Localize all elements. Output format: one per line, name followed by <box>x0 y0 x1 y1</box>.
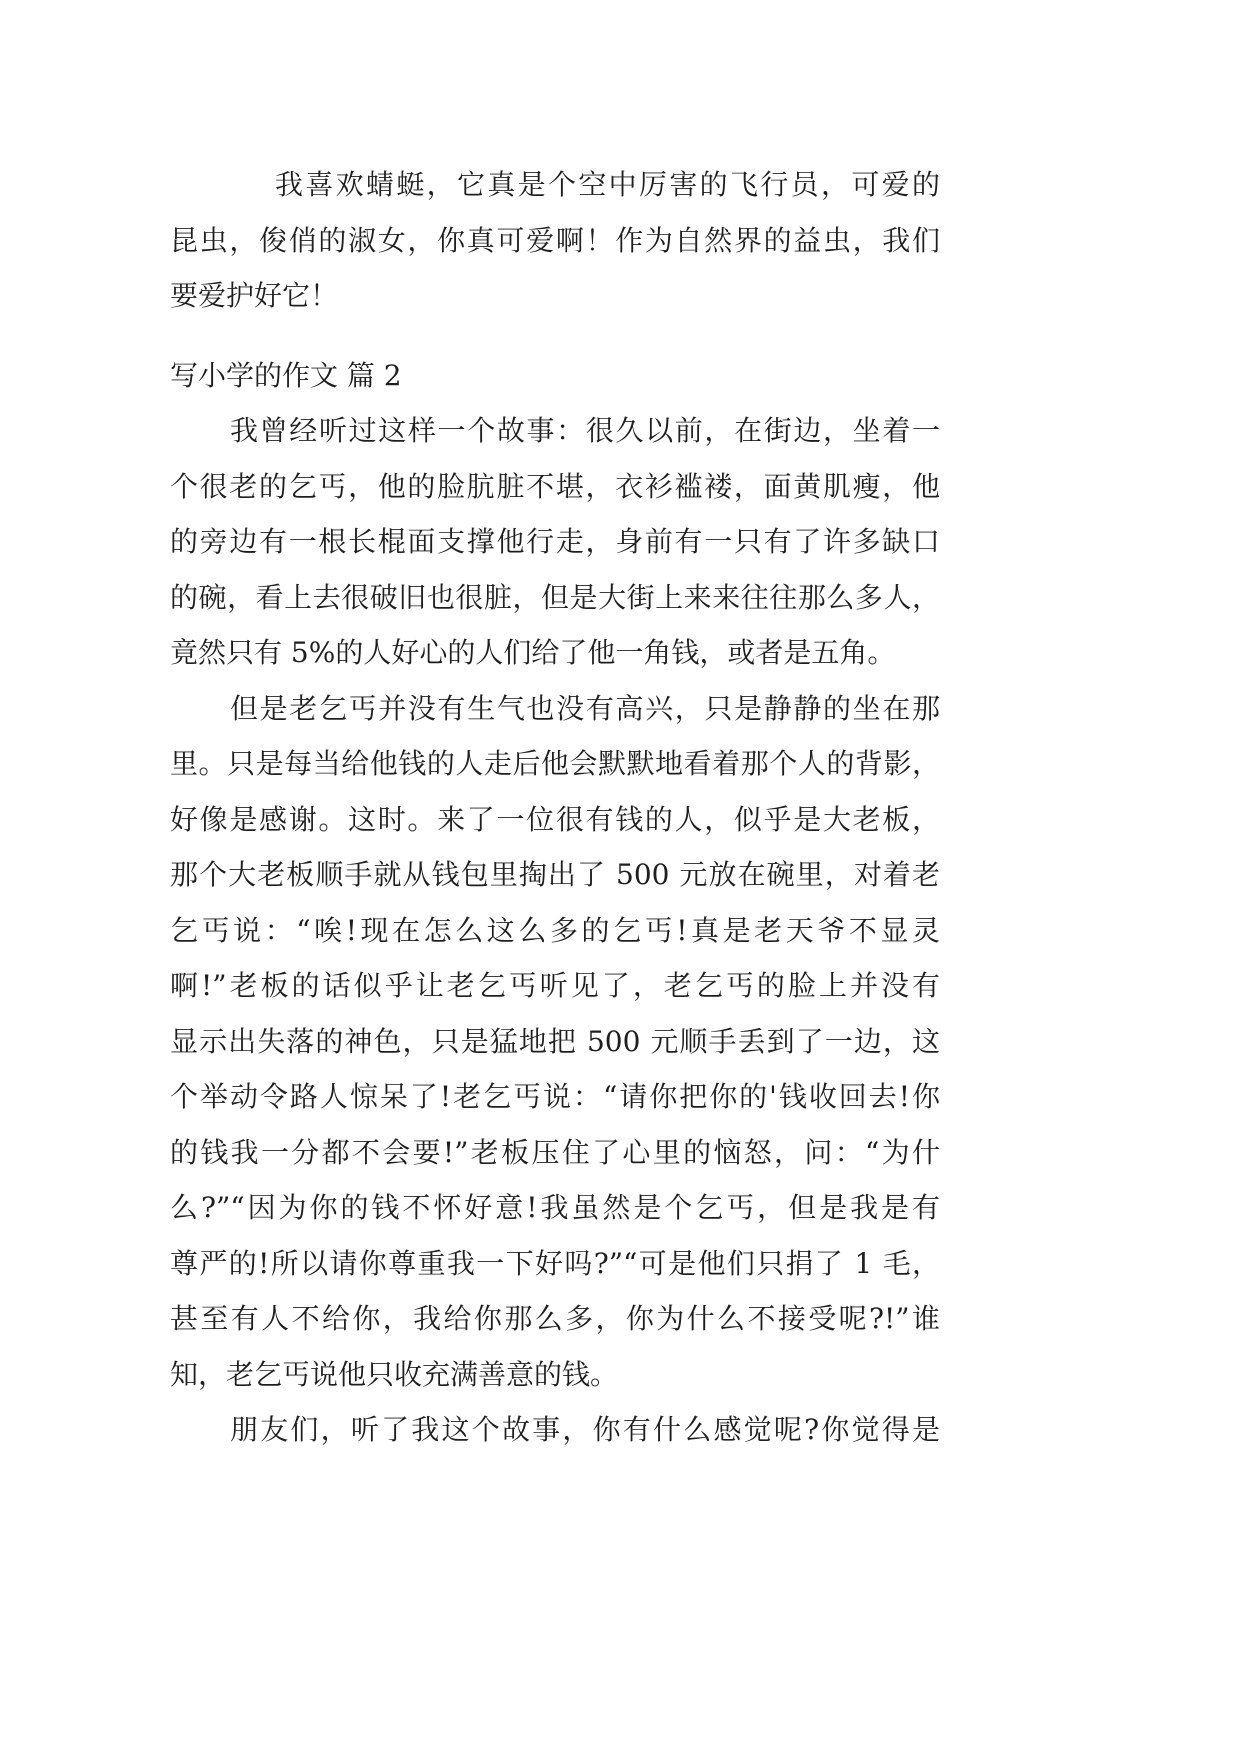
paragraph-4 <box>170 1402 940 1458</box>
paragraph-line: 尊严的!所以请你尊重我一下好吗?”“可是他们只捐了 1 毛， <box>170 1246 940 1280</box>
paragraph-3 <box>170 681 940 1403</box>
paragraph-line: 但是老乞丐并没有生气也没有高兴，只是静静的坐在那 <box>230 691 940 725</box>
paragraph-line: 么?”“因为你的钱不怀好意!我虽然是个乞丐，但是我是有 <box>170 1191 940 1224</box>
paragraph-line: 个很老的乞丐，他的脸肮脏不堪，衣衫褴褛，面黄肌瘦，他 <box>170 469 940 503</box>
paragraph-line: 的碗，看上去很破旧也很脏，但是大街上来来往往那么多人， <box>170 580 940 614</box>
paragraph-line: 竟然只有 5%的人好心的人们给了他一角钱，或者是五角。 <box>170 636 896 669</box>
paragraph-line: 我曾经听过这样一个故事：很久以前，在街边，坐着一 <box>230 414 940 447</box>
section-heading: 写小学的作文 篇 2 <box>170 358 402 392</box>
paragraph-line: 我喜欢蜻蜓，它真是个空中厉害的飞行员，可爱的 <box>275 168 940 201</box>
paragraph-line: 里。只是每当给他钱的人走后他会默默地看着那个人的背影， <box>170 747 940 780</box>
paragraph-line: 昆虫，俊俏的淑女，你真可爱啊！作为自然界的益虫，我们 <box>170 223 940 257</box>
paragraph-line: 甚至有人不给你，我给你那么多，你为什么不接受呢?!”谁 <box>170 1302 940 1335</box>
document-body <box>170 157 940 1458</box>
paragraph-2 <box>170 403 940 681</box>
paragraph-1 <box>170 157 940 324</box>
paragraph-line: 显示出失落的神色，只是猛地把 500 元顺手丢到了一边，这 <box>170 1024 940 1058</box>
paragraph-line: 好像是感谢。这时。来了一位很有钱的人，似乎是大老板， <box>170 802 940 836</box>
paragraph-line: 知，老乞丐说他只收充满善意的钱。 <box>170 1357 619 1391</box>
paragraph-line: 的钱我一分都不会要!”老板压住了心里的恼怒，问：“为什 <box>170 1135 940 1169</box>
paragraph-line: 乞丐说：“唉!现在怎么这么多的乞丐!真是老天爷不显灵 <box>170 913 940 947</box>
paragraph-line: 那个大老板顺手就从钱包里掏出了 500 元放在碗里，对着老 <box>170 858 940 891</box>
paragraph-line: 的旁边有一根长棍面支撑他行走，身前有一只有了许多缺口 <box>170 525 940 558</box>
paragraph-line: 个举动令路人惊呆了!老乞丐说：“请你把你的'钱收回去!你 <box>170 1080 940 1113</box>
paragraph-line: 要爱护好它！ <box>170 279 339 312</box>
paragraph-line: 朋友们，听了我这个故事，你有什么感觉呢?你觉得是 <box>230 1413 940 1446</box>
paragraph-line: 啊!”老板的话似乎让老乞丐听见了，老乞丐的脸上并没有 <box>170 969 940 1002</box>
